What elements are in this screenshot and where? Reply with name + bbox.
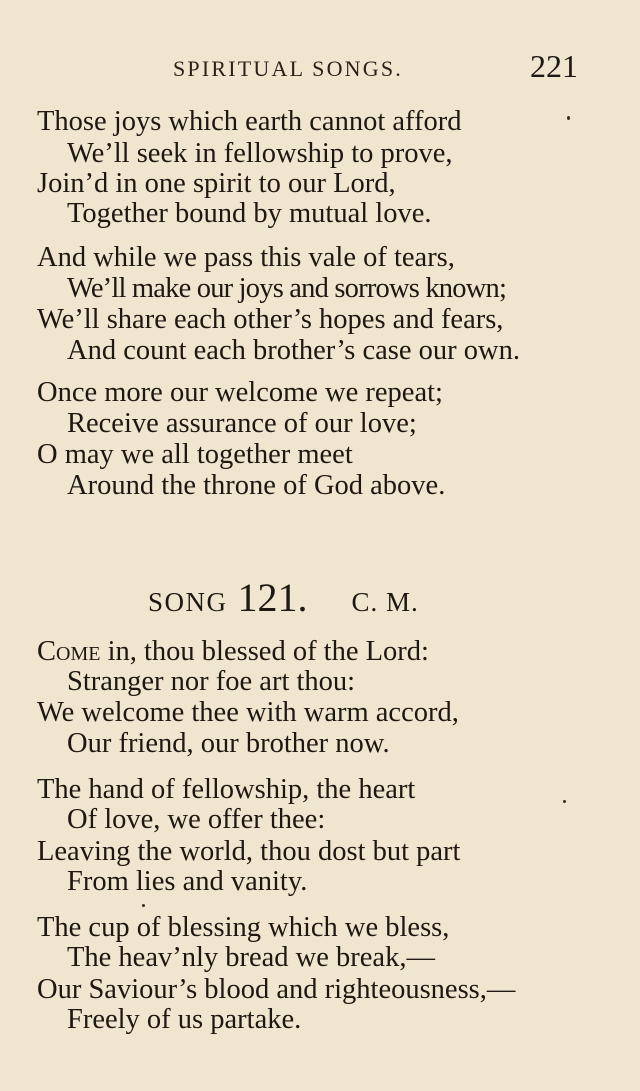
verse-line: We welcome thee with warm accord, [37,697,459,728]
verse-text: in, thou blessed of the Lord: [100,636,429,667]
verse-line: And count each brother’s case our own. [67,335,520,366]
verse-line: O may we all together meet [37,439,353,470]
verse-line: From lies and vanity. [67,866,308,897]
paper-speck [563,800,566,803]
verse-line: Our friend, our brother now. [67,728,390,759]
verse-line: Receive assurance of our love; [67,408,417,439]
verse-line: Our Saviour’s blood and righteousness,— [37,974,516,1005]
running-head: SPIRITUAL SONGS. [173,56,403,81]
page-header [0,48,640,88]
verse-line: The heav’nly bread we break,— [67,942,435,973]
verse-line: Those joys which earth cannot afford [37,106,462,137]
verse-line: Together bound by mutual love. [67,198,432,229]
verse-line: Leaving the world, thou dost but part [37,836,461,867]
page-number: 221 [530,48,578,84]
verse-line: We’ll seek in fellowship to prove, [67,138,453,169]
verse-line: Join’d in one spirit to our Lord, [37,168,396,199]
song-number: 121. [237,575,308,620]
paper-speck [567,116,570,120]
first-word: Come [37,636,101,667]
verse-line: The hand of fellowship, the heart [37,774,416,805]
verse-line: And while we pass this vale of tears, [37,242,455,273]
verse-line: Once more our welcome we repeat; [37,377,443,408]
verse-line: The cup of blessing which we bless, [37,912,450,943]
verse-line: Freely of us partake. [67,1004,302,1035]
paper-speck [142,904,145,907]
verse-line: Stranger nor foe art thou: [67,666,356,697]
verse-line [37,636,429,668]
verse-line: We’ll share each other’s hopes and fears, [37,304,504,335]
song-meter: C. M. [351,587,419,617]
song-label: SONG [148,587,228,617]
verse-line: Of love, we offer thee: [67,804,326,835]
verse-line: Around the throne of God above. [67,470,446,501]
song-heading [148,574,419,621]
verse-line: We’ll make our joys and sorrows known; [67,273,507,304]
